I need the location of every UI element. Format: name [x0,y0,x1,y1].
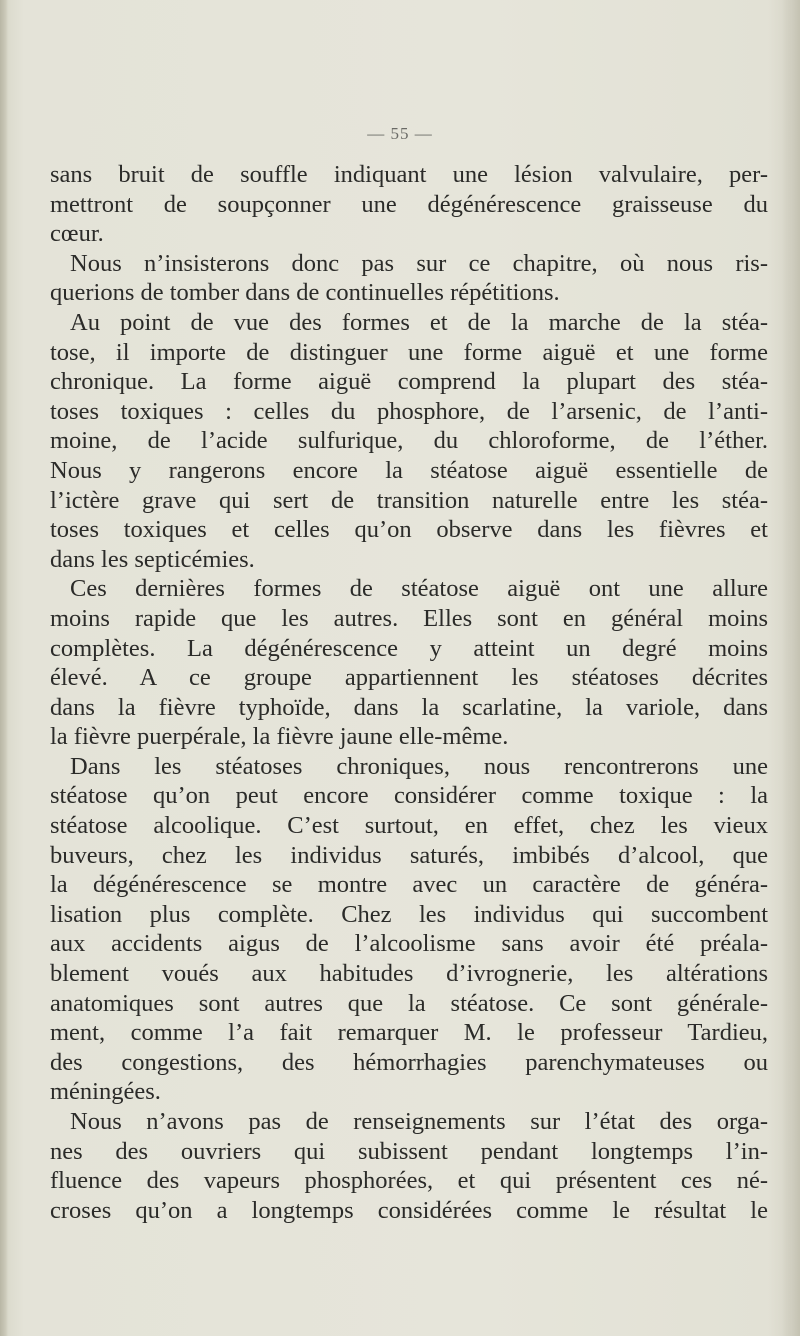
text-line: tose, il importe de distinguer une forme aiguë et une forme [50,338,768,366]
text-line: Dans les stéatoses chroniques, nous rencontrerons une [70,752,768,780]
text-line: Nous n’insisterons donc pas sur ce chapitre, où nous ris- [70,249,768,277]
text-line: élevé. A ce groupe appartiennent les stéatoses décrites [50,664,768,692]
text-line: ment, comme l’a fait remarquer M. le professeur Tardieu, [50,1019,768,1047]
text-line: Nous y rangerons encore la stéatose aiguë essentielle de [50,456,768,484]
page-number: — 55 — [367,124,433,143]
text-line: lisation plus complète. Chez les individus qui succombent [50,900,768,928]
text-line: cœur. [50,220,104,248]
text-line: blement voués aux habitudes d’ivrognerie, les altérations [50,960,768,988]
text-line: nes des ouvriers qui subissent pendant longtemps l’in- [50,1137,768,1165]
page-gutter-shadow [0,0,8,1336]
text-line: dans la fièvre typhoïde, dans la scarlatine, la variole, dans [50,693,768,721]
text-line: la fièvre puerpérale, la fièvre jaune elle-même. [50,723,509,751]
text-line: stéatose alcoolique. C’est surtout, en effet, chez les vieux [50,812,768,840]
text-line: toses toxiques : celles du phosphore, de l’arsenic, de l’anti- [50,397,768,425]
text-line: toses toxiques et celles qu’on observe dans les fièvres et [50,516,768,544]
text-line: complètes. La dégénérescence y atteint un degré moins [50,634,768,662]
text-line: la dégénérescence se montre avec un caractère de généra- [50,871,768,899]
text-line: croses qu’on a longtemps considérées comme le résultat le [50,1196,768,1224]
text-line: anatomiques sont autres que la stéatose. Ce sont générale- [50,989,768,1017]
text-line: moine, de l’acide sulfurique, du chloroforme, de l’éther. [50,427,768,455]
text-line: buveurs, chez les individus saturés, imbibés d’alcool, que [50,841,768,869]
text-line: chronique. La forme aiguë comprend la plupart des stéa- [50,368,768,396]
text-line: Ces dernières formes de stéatose aiguë ont une allure [70,575,768,603]
text-line: stéatose qu’on peut encore considérer comme toxique : la [50,782,768,810]
text-line: mettront de soupçonner une dégénérescence graisseuse du [50,190,768,218]
body-text [50,160,768,1225]
page-edge-shadow [782,0,800,1336]
text-line: sans bruit de souffle indiquant une lésion valvulaire, per- [50,161,768,188]
text-line: Nous n’avons pas de renseignements sur l’état des orga- [70,1108,768,1135]
text-line: querions de tomber dans de continuelles répétitions. [50,279,560,307]
text-line: des congestions, des hémorrhagies parenchymateuses ou [50,1048,768,1076]
text-line: moins rapide que les autres. Elles sont en général moins [50,604,768,632]
text-line: Au point de vue des formes et de la marche de la stéa- [70,308,768,336]
text-line: dans les septicémies. [50,545,255,573]
text-line: l’ictère grave qui sert de transition naturelle entre les stéa- [50,486,768,514]
text-line: fluence des vapeurs phosphorées, et qui présentent ces né- [50,1167,768,1195]
text-line: méningées. [50,1078,161,1106]
text-line: aux accidents aigus de l’alcoolisme sans avoir été préala- [50,930,768,958]
